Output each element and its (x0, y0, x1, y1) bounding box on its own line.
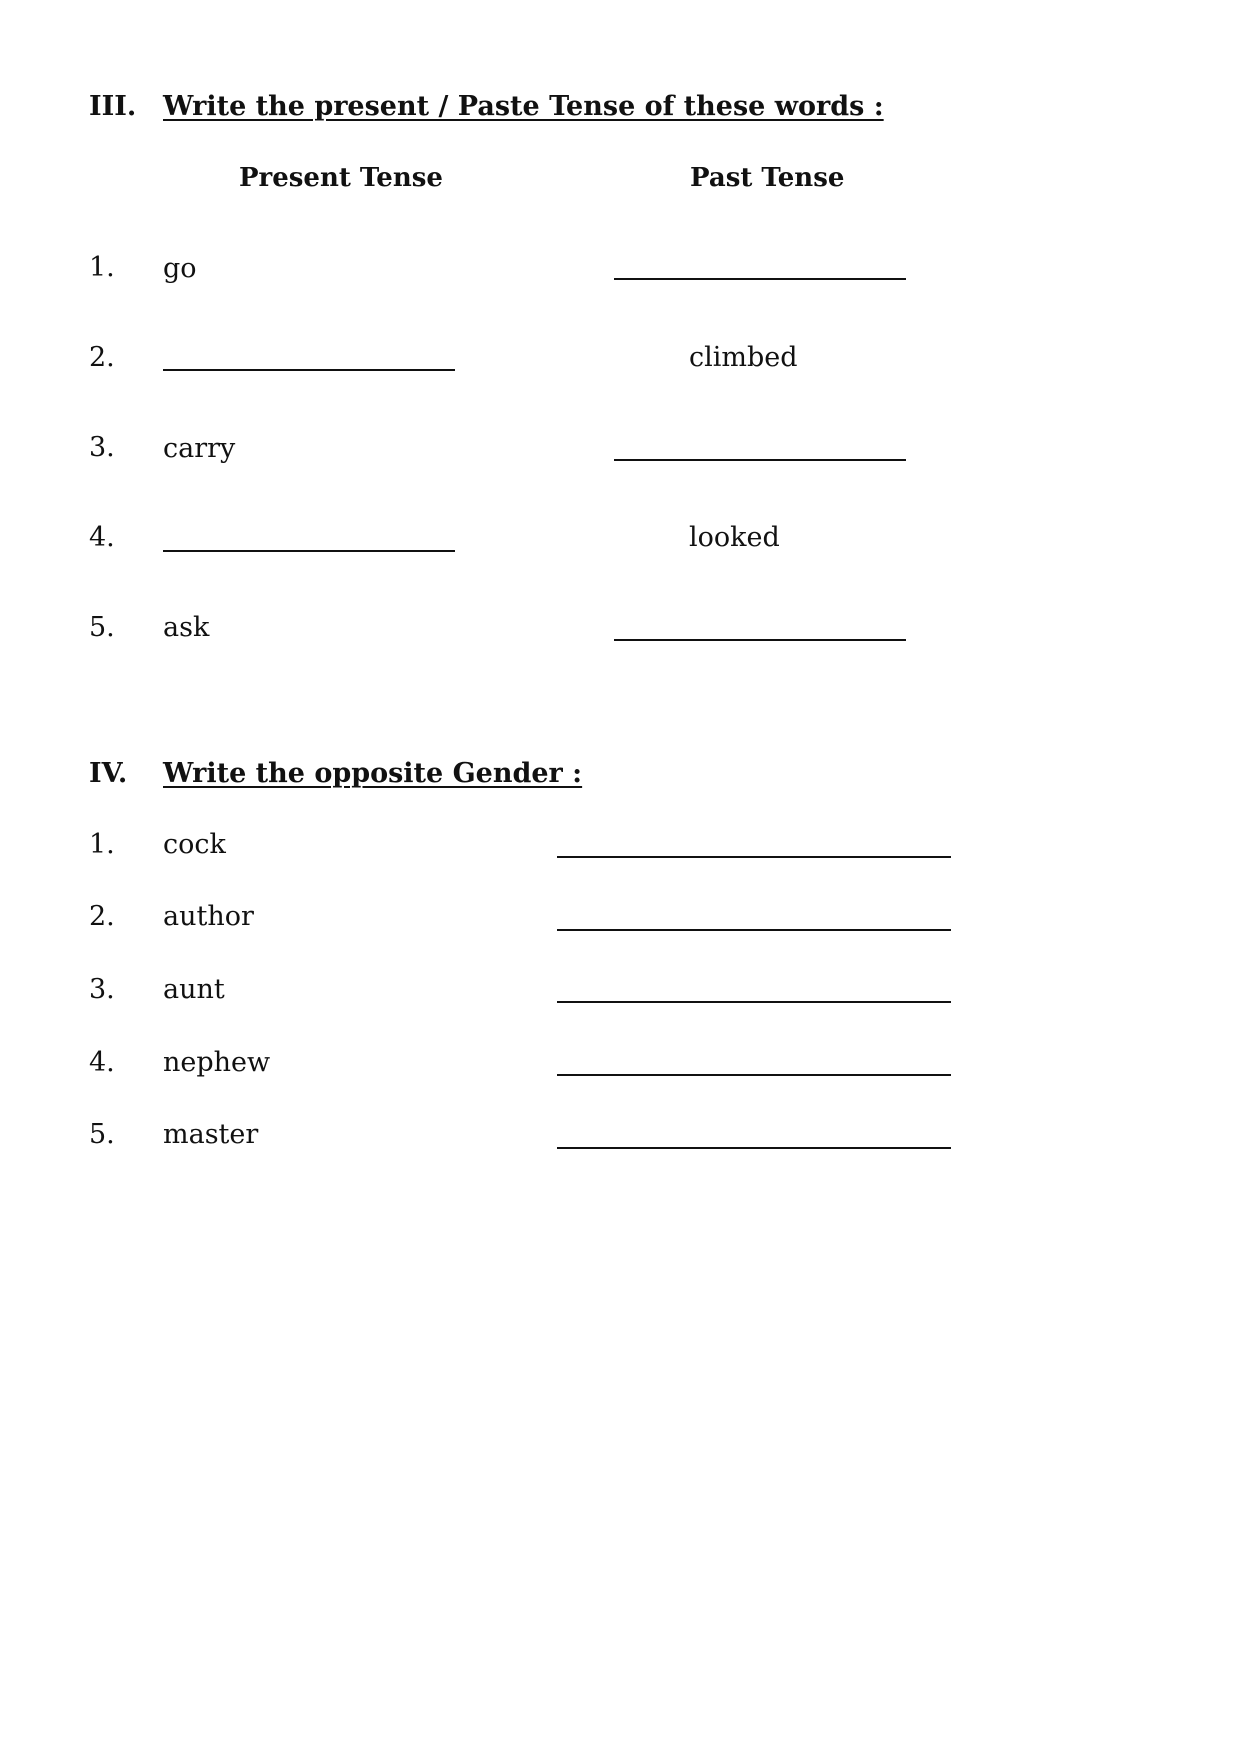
gender-word: cock (163, 829, 226, 860)
gender-word: author (163, 901, 254, 932)
item-number: 4. (89, 1047, 115, 1078)
present-answer-blank[interactable] (163, 369, 455, 371)
present-tense-header: Present Tense (239, 163, 443, 193)
past-answer-blank[interactable] (614, 278, 906, 280)
section-3-number: III. (89, 91, 137, 122)
section-3-title: Write the present / Paste Tense of these words : (163, 91, 884, 122)
section-4-title: Write the opposite Gender : (163, 758, 583, 789)
item-number: 2. (89, 901, 115, 932)
item-number: 1. (89, 252, 115, 283)
item-number: 5. (89, 1119, 115, 1150)
item-number: 2. (89, 342, 115, 373)
item-number: 3. (89, 974, 115, 1005)
present-word: ask (163, 612, 210, 643)
item-number: 3. (89, 432, 115, 463)
past-tense-header: Past Tense (690, 163, 845, 193)
gender-answer-blank[interactable] (557, 1147, 951, 1149)
gender-answer-blank[interactable] (557, 856, 951, 858)
gender-answer-blank[interactable] (557, 1074, 951, 1076)
past-answer-blank[interactable] (614, 459, 906, 461)
present-word: carry (163, 433, 236, 464)
past-word: climbed (689, 342, 798, 373)
gender-answer-blank[interactable] (557, 929, 951, 931)
section-4-number: IV. (89, 758, 128, 789)
past-answer-blank[interactable] (614, 639, 906, 641)
past-word: looked (689, 522, 780, 553)
gender-word: aunt (163, 974, 225, 1005)
gender-word: nephew (163, 1047, 271, 1078)
item-number: 4. (89, 522, 115, 553)
present-word: go (163, 253, 197, 284)
gender-word: master (163, 1119, 259, 1150)
gender-answer-blank[interactable] (557, 1001, 951, 1003)
present-answer-blank[interactable] (163, 550, 455, 552)
item-number: 1. (89, 829, 115, 860)
item-number: 5. (89, 612, 115, 643)
